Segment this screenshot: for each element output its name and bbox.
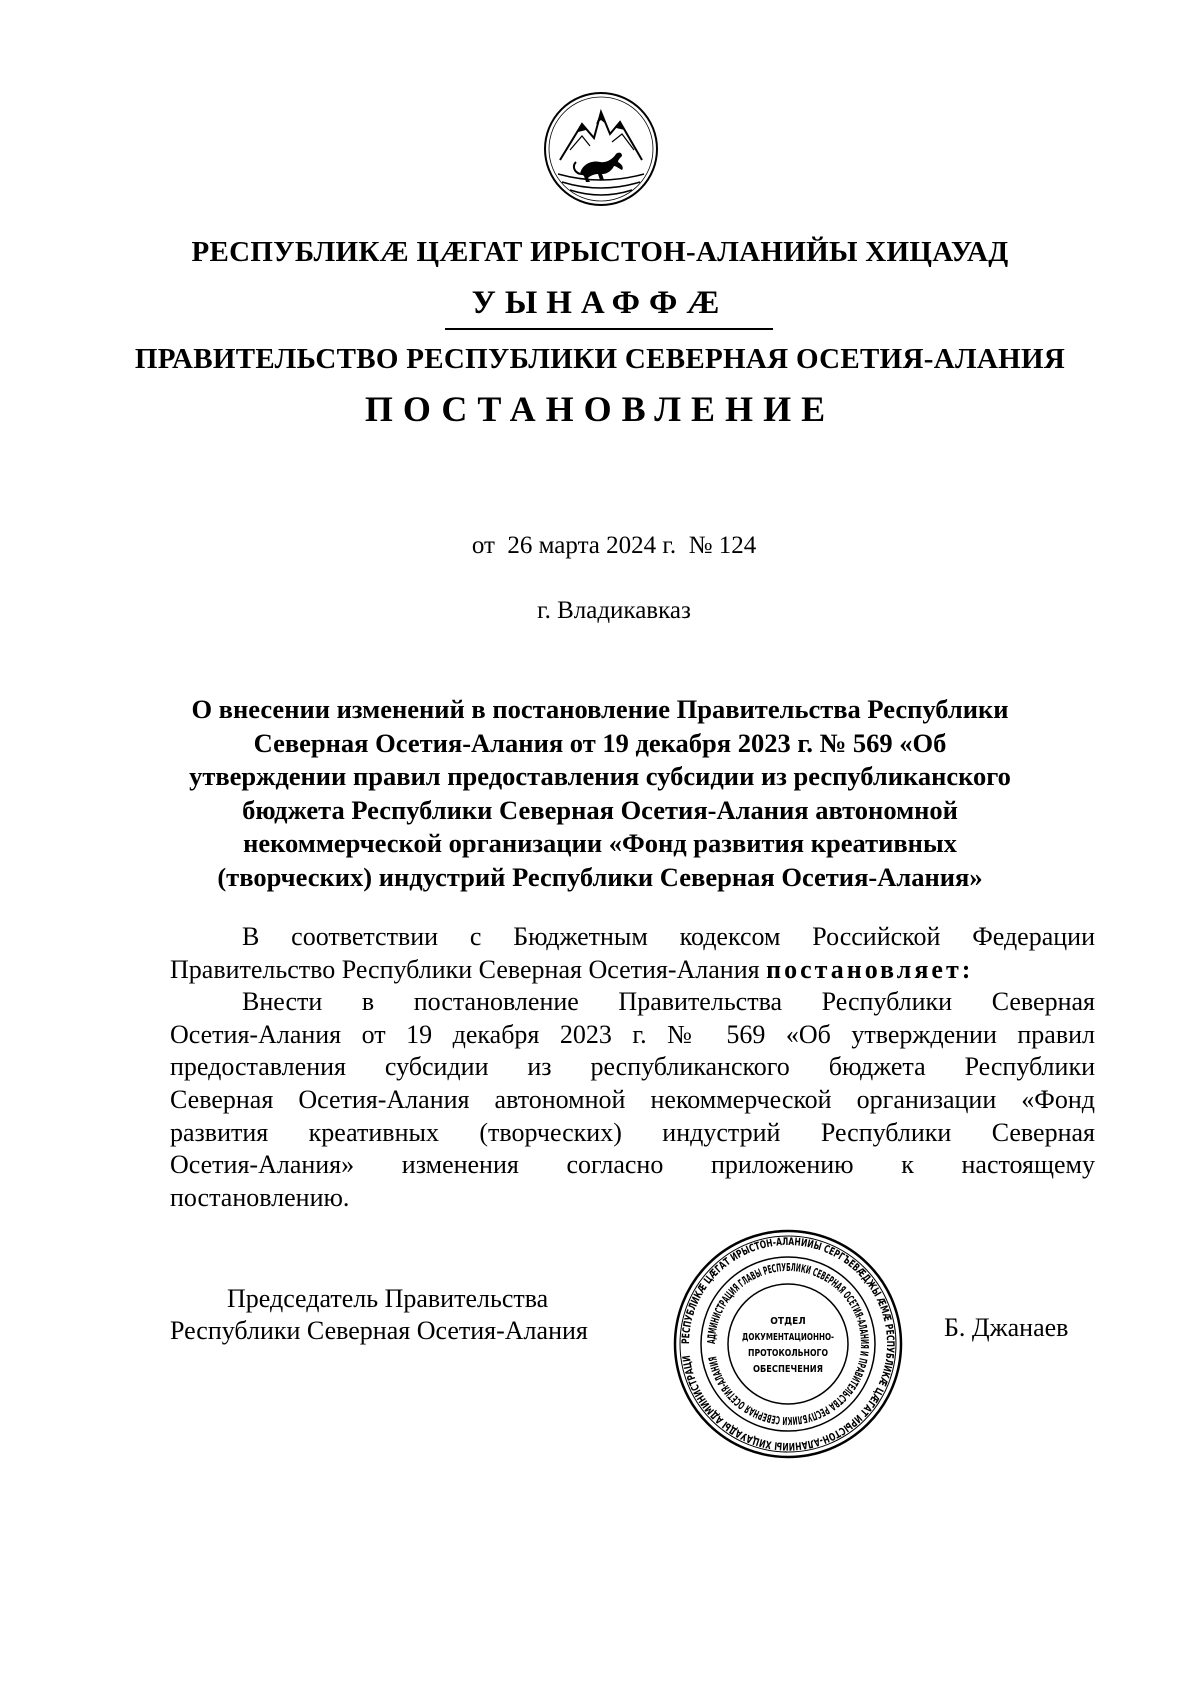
body-line: предоставления субсидии из республиканского бюджета Республики xyxy=(170,1052,1095,1082)
seal-outer-ring-text: РЕСПУБЛИКӔ ЦӔГАТ ИРЫСТОН-АЛАНИЙЫ СЕРГЪЕВӔДЖЫ ӔМӔ РЕСПУБЛИКӔ ЦӔГАТ ИРЫСТОН-АЛАНИЙЫ ХИЦАУАДЫ АДМИНИСТРАЦИ xyxy=(679,1235,897,1453)
document-city: г. Владикавказ xyxy=(537,597,691,624)
title-line: некоммерческой организации «Фонд развития креативных xyxy=(243,828,957,858)
title-line: утверждении правил предоставления субсидии из республиканского xyxy=(189,761,1011,791)
body-line: Осетия-Алания» изменения согласно приложению к настоящему xyxy=(170,1150,1095,1180)
title-line: (творческих) индустрий Республики Северная Осетия-Алания» xyxy=(217,861,983,892)
coat-of-arms-emblem-icon xyxy=(542,90,660,208)
signatory-name: Б. Джанаев xyxy=(944,1313,1069,1342)
title-line: Северная Осетия-Алания от 19 декабря 2023 г. № 569 «Об xyxy=(253,727,947,758)
seal-center-line: ОБЕСПЕЧЕНИЯ xyxy=(753,1364,824,1375)
signatory-title-line: Председатель Правительства xyxy=(227,1284,549,1313)
ossetian-org-heading: РЕСПУБЛИКӔ ЦӔГАТ ИРЫСТОН-АЛАНИЙЫ ХИЦАУАД xyxy=(191,236,1009,268)
body-line: Внести в постановление Правительства Республики Северная xyxy=(242,987,1095,1017)
body-line: В соответствии с Бюджетным кодексом Российской Федерации xyxy=(242,922,1095,951)
official-seal-stamp xyxy=(672,1228,904,1460)
body-line: развития креативных (творческих) индустрий Республики Северная xyxy=(170,1117,1095,1147)
document-body xyxy=(170,921,1095,1214)
signatory-title xyxy=(170,1283,588,1347)
signatory-title-line: Республики Северная Осетия-Алания xyxy=(170,1316,588,1345)
document-date-number: от 26 марта 2024 г. № 124 xyxy=(471,532,757,559)
document-title xyxy=(150,693,1050,894)
russian-org-heading: ПРАВИТЕЛЬСТВО РЕСПУБЛИКИ СЕВЕРНАЯ ОСЕТИЯ-АЛАНИЯ xyxy=(134,343,1066,375)
body-line: постановлению. xyxy=(170,1182,350,1212)
heading-divider xyxy=(445,328,773,330)
title-line: бюджета Республики Северная Осетия-Алания автономной xyxy=(242,794,958,825)
seal-center-line: ПРОТОКОЛЬНОГО xyxy=(748,1348,829,1359)
seal-center-line: ДОКУМЕНТАЦИОННО- xyxy=(742,1332,835,1343)
seal-center-line: ОТДЕЛ xyxy=(770,1316,806,1327)
seal-inner-ring-text: АДМИНИСТРАЦИЯ ГЛАВЫ РЕСПУБЛИКИ СЕВЕРНАЯ ОСЕТИЯ-АЛАНИЯ И ПРАВИТЕЛЬСТВА РЕСПУБЛИКИ СЕВЕРНАЯ ОСЕТИЯ-АЛАНИЯ xyxy=(704,1260,872,1428)
body-line xyxy=(170,954,1095,987)
ossetian-doc-type-heading: УЫНАФФӔ xyxy=(471,285,729,321)
body-line: Северная Осетия-Алания автономной некоммерческой организации «Фонд xyxy=(170,1084,1095,1114)
russian-doc-type-heading: ПОСТАНОВЛЕНИЕ xyxy=(364,389,836,429)
body-line: Осетия-Алания от 19 декабря 2023 г. № 569 «Об утверждении правил xyxy=(170,1019,1095,1049)
title-line: О внесении изменений в постановление Правительства Республики xyxy=(191,694,1009,724)
body-text: Правительство Республики Северная Осетия-Алания xyxy=(170,954,767,984)
enacting-verb: постановляет: xyxy=(766,954,974,984)
